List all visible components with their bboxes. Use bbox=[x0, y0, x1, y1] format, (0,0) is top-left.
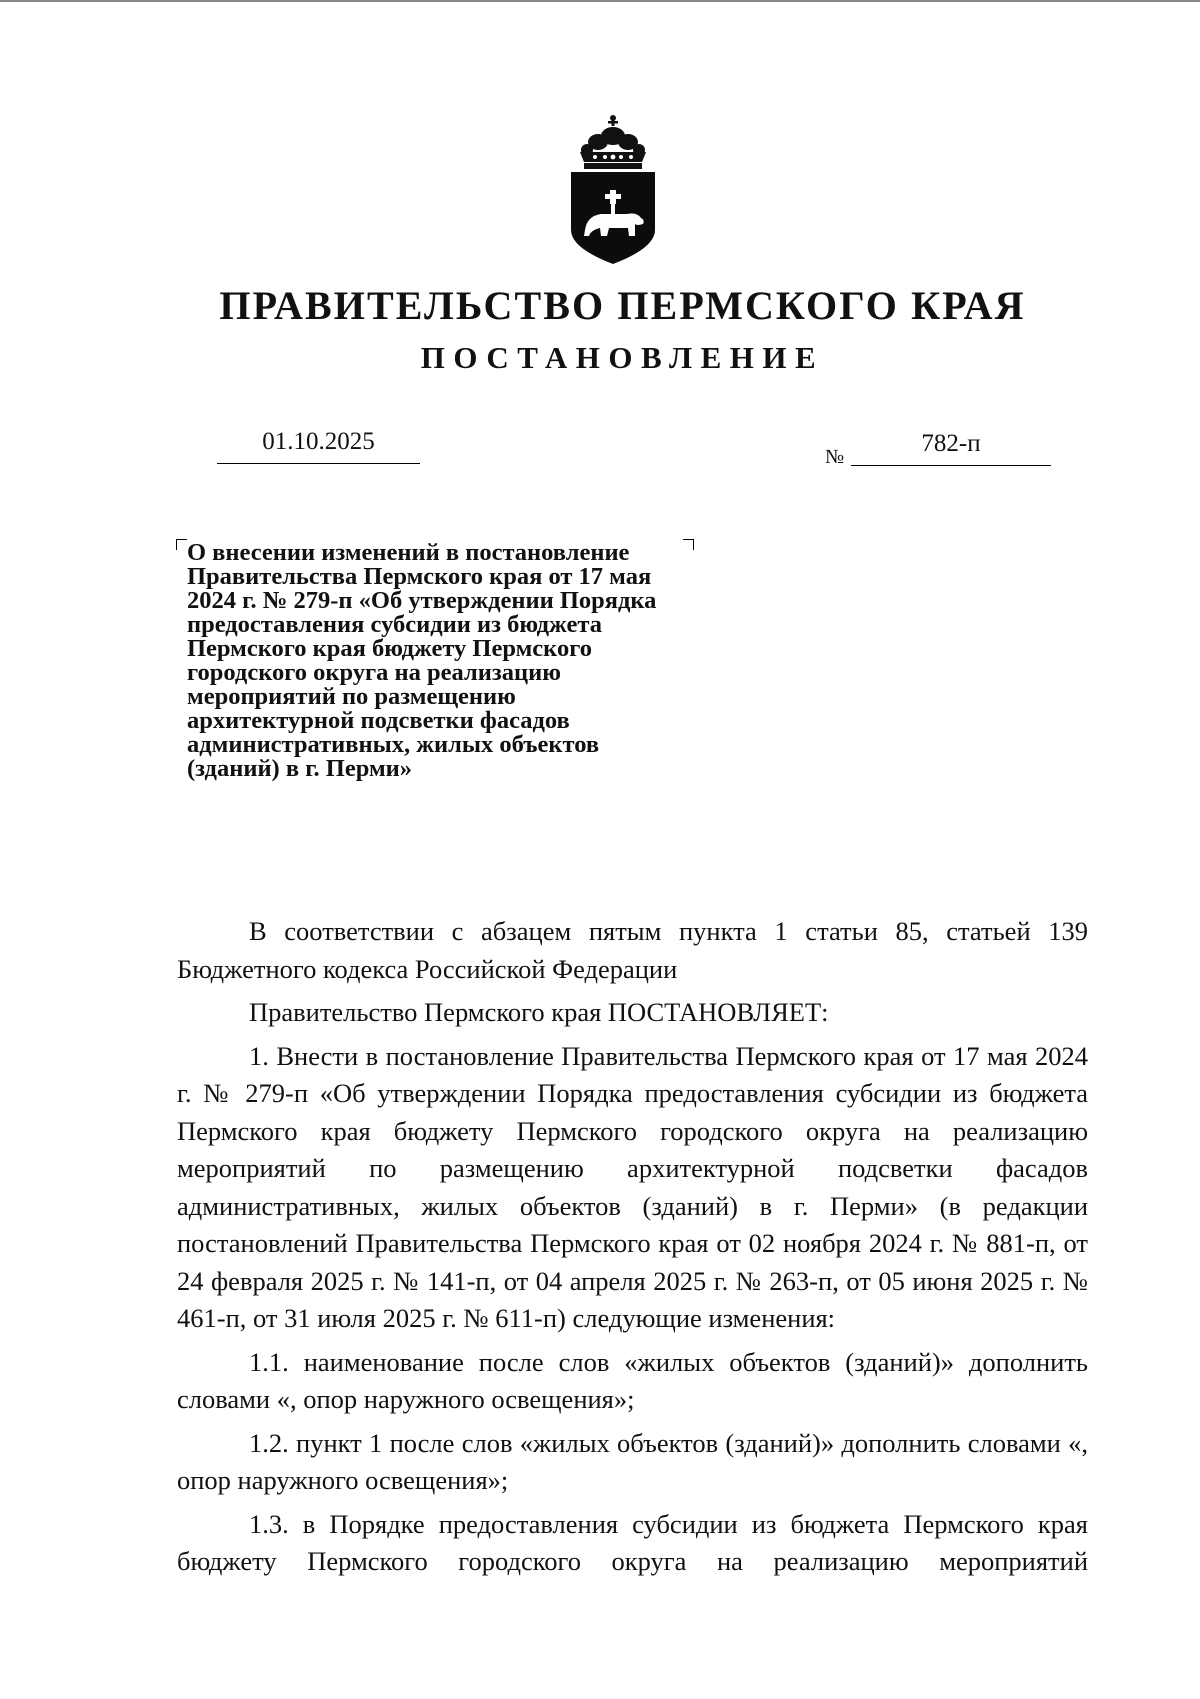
subject-line: предоставления субсидии из бюджета bbox=[187, 611, 602, 638]
subject-line: Правительства Пермского края от 17 мая bbox=[187, 563, 652, 590]
subject-line: О внесении изменений в постановление bbox=[187, 539, 630, 566]
date-underline bbox=[217, 463, 420, 464]
perm-krai-coat-of-arms-icon bbox=[565, 112, 661, 264]
subject-line: 2024 г. № 279-п «Об утверждении Порядка bbox=[187, 587, 657, 614]
subject-corner-mark-left bbox=[176, 539, 187, 550]
subject-line: Пермского края бюджету Пермского bbox=[187, 635, 592, 662]
number-sign: № bbox=[825, 446, 845, 468]
legal-basis-paragraph: В соответствии с абзацем пятым пункта 1 статьи 85, статьей 139 Бюджетного кодекса Российской Федерации bbox=[177, 916, 1088, 984]
number-underline bbox=[851, 465, 1051, 466]
page-top-edge bbox=[0, 0, 1200, 2]
subject-line: административных, жилых объектов bbox=[187, 731, 600, 758]
item-1-3-paragraph: 1.3. в Порядке предоставления субсидии из бюджета Пермского края бюджету Пермского городского округа на реализацию мероприятий bbox=[177, 1508, 1088, 1576]
document-number: 782-п bbox=[921, 430, 981, 457]
resolves-paragraph: Правительство Пермского края ПОСТАНОВЛЯЕТ: bbox=[249, 997, 829, 1027]
organization-title: ПРАВИТЕЛЬСТВО ПЕРМСКОГО КРАЯ bbox=[219, 283, 1026, 328]
item-1-paragraph: 1. Внести в постановление Правительства Пермского края от 17 мая 2024 г. № 279-п «Об утверждении Порядка предоставления субсидии из бюджета Пермского края бюджету Пермского городского округа на реализацию мероприятий по размещению архитектурной подсветки фасадов административных, жилых объектов (зданий) в г. Перми» (в редакции постановлений Правительства Пермского края от 02 ноября 2024 г. № 881-п, от 24 февраля 2025 г. № 141-п, от 04 апреля 2025 г. № 263-п, от 05 июня 2025 г. № 461-п, от 31 июля 2025 г. № 611-п) следующие изменения: bbox=[177, 1040, 1088, 1333]
item-1-1-paragraph: 1.1. наименование после слов «жилых объектов (зданий)» дополнить словами «, опор наружного освещения»; bbox=[177, 1346, 1088, 1414]
subject-line: мероприятий по размещению bbox=[187, 683, 516, 710]
subject-line: архитектурной подсветки фасадов bbox=[187, 707, 570, 734]
document-subject bbox=[187, 541, 727, 781]
document-date: 01.10.2025 bbox=[262, 428, 375, 455]
document-body bbox=[177, 913, 1088, 1581]
item-1-2-paragraph: 1.2. пункт 1 после слов «жилых объектов (зданий)» дополнить словами «, опор наружного освещения»; bbox=[177, 1427, 1088, 1495]
subject-line: городского округа на реализацию bbox=[187, 659, 561, 686]
document-type: ПОСТАНОВЛЕНИЕ bbox=[420, 340, 825, 375]
subject-line: (зданий) в г. Перми» bbox=[187, 755, 413, 782]
